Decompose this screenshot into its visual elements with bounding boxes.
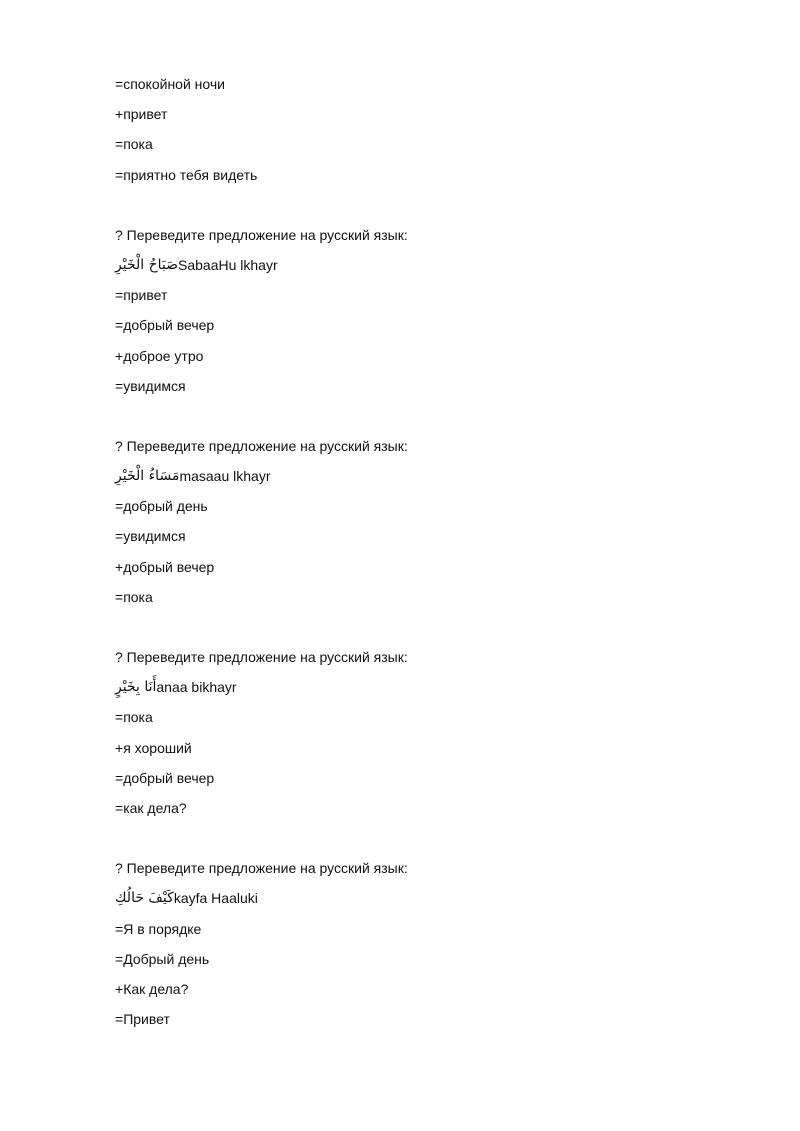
option-text: доброе утро	[123, 347, 204, 364]
phrase-line	[115, 888, 735, 908]
arabic-phrase: مَسَاءُ الْخَيْرِ	[115, 468, 180, 485]
option-text: привет	[123, 287, 168, 304]
transliteration: SabaaHu lkhayr	[178, 256, 278, 273]
option-text: Привет	[123, 1011, 170, 1028]
option-mark: =	[115, 166, 124, 183]
arabic-phrase: صَبَاحُ الْخَيْرِ	[115, 256, 179, 273]
option-text: приятно тебя видеть	[123, 166, 258, 183]
option-text: привет	[123, 106, 168, 123]
block-spacer	[115, 828, 735, 858]
question-prompt: ? Переведите предложение на русский язык:	[115, 437, 408, 454]
answer-option	[115, 768, 735, 788]
option-mark: =	[115, 528, 124, 545]
transliteration: kayfa Haaluki	[173, 890, 258, 907]
option-text: добрый вечер	[123, 558, 215, 575]
answer-option	[115, 587, 735, 607]
option-mark: =	[115, 1011, 124, 1028]
answer-option-correct	[115, 104, 735, 124]
question-prompt: ? Переведите предложение на русский язык:	[115, 226, 408, 243]
option-text: добрый вечер	[123, 769, 215, 786]
block-spacer	[115, 195, 735, 225]
answer-option-correct	[115, 557, 735, 577]
option-mark: =	[115, 920, 124, 937]
answer-option	[115, 798, 735, 818]
option-mark: +	[115, 980, 124, 997]
option-mark: =	[115, 136, 124, 153]
arabic-phrase: كَيْفَ حَالُكِ	[115, 890, 174, 907]
answer-option-correct	[115, 979, 735, 999]
phrase-line	[115, 466, 735, 486]
answer-option	[115, 134, 735, 154]
option-text: увидимся	[123, 377, 186, 394]
option-mark: +	[115, 739, 124, 756]
answer-option	[115, 315, 735, 335]
question-prompt: ? Переведите предложение на русский язык:	[115, 860, 408, 877]
option-text: Как дела?	[123, 980, 189, 997]
option-text: пока	[123, 588, 153, 605]
question-block	[115, 225, 735, 396]
answer-option	[115, 707, 735, 727]
phrase-line	[115, 255, 735, 275]
answer-option	[115, 1009, 735, 1029]
option-mark: =	[115, 76, 124, 92]
block-spacer	[115, 617, 735, 647]
option-text: спокойной ночи	[123, 76, 225, 92]
answer-option-correct	[115, 346, 735, 366]
option-text: пока	[123, 709, 153, 726]
option-mark: +	[115, 106, 124, 123]
answer-option	[115, 285, 735, 305]
answer-option	[115, 496, 735, 516]
option-mark: =	[115, 588, 124, 605]
document-page	[115, 74, 735, 1039]
question-block	[115, 647, 735, 818]
option-text: увидимся	[123, 528, 186, 545]
phrase-line	[115, 677, 735, 697]
answer-option	[115, 526, 735, 546]
option-mark: =	[115, 799, 124, 816]
question-block	[115, 858, 735, 1029]
option-mark: =	[115, 769, 124, 786]
option-text: я хороший	[123, 739, 192, 756]
option-text: как дела?	[123, 799, 187, 816]
option-mark: +	[115, 347, 124, 364]
transliteration: masaau lkhayr	[179, 468, 271, 485]
block-spacer	[115, 406, 735, 436]
answer-option	[115, 165, 735, 185]
transliteration: anaa bikhayr	[156, 679, 237, 696]
option-mark: +	[115, 558, 124, 575]
question-prompt: ? Переведите предложение на русский язык:	[115, 649, 408, 665]
answer-option	[115, 74, 735, 94]
option-mark: =	[115, 709, 124, 726]
option-mark: =	[115, 377, 124, 394]
option-mark: =	[115, 950, 124, 967]
option-mark: =	[115, 287, 124, 304]
option-text: Я в порядке	[123, 920, 202, 937]
answer-option	[115, 376, 735, 396]
question-block	[115, 74, 735, 185]
question-block	[115, 436, 735, 607]
option-mark: =	[115, 498, 124, 515]
option-text: пока	[123, 136, 153, 153]
option-text: добрый день	[123, 498, 208, 515]
option-mark: =	[115, 317, 124, 334]
answer-option	[115, 919, 735, 939]
option-text: Добрый день	[123, 950, 210, 967]
option-text: добрый вечер	[123, 317, 215, 334]
answer-option	[115, 949, 735, 969]
answer-option-correct	[115, 738, 735, 758]
arabic-phrase: أَنَا بِخَيْرٍ	[115, 679, 157, 696]
